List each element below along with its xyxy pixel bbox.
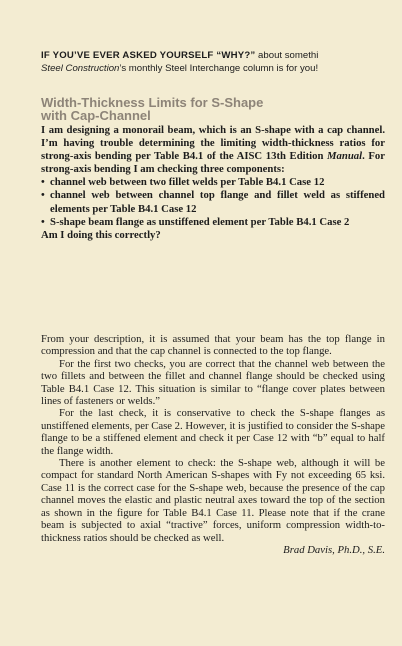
intro-line2-rest: ’s monthly Steel Interchange column is for you!	[119, 63, 319, 74]
answer-body	[41, 333, 385, 556]
column-intro	[41, 49, 402, 75]
question-title	[41, 96, 341, 122]
answer-paragraph-2: For the first two checks, you are correct that the channel web between the two fillets and between the fillet and channel flange should be checked using Table B4.1 Case 12. This situation is similar to “flange cover plates between lines of fasteners or welds.”	[41, 357, 385, 408]
intro-rest: about somethi	[255, 50, 319, 61]
list-item: • S-shape beam flange as unstiffened element per Table B4.1 Case 2	[41, 216, 385, 229]
question-title-line1: Width-Thickness Limits for S-Shape	[41, 95, 264, 110]
answer-paragraph-1: From your description, it is assumed that your beam has the top flange in compression and that the cap channel is connected to the top flange.	[41, 333, 385, 358]
list-item: • channel web between two fillet welds per Table B4.1 Case 12	[41, 176, 385, 189]
publication-name: Steel Construction	[41, 63, 120, 74]
question-title-line2: with Cap-Channel	[41, 108, 151, 123]
component-list	[41, 176, 385, 228]
question-text-a: I am designing a monorail beam, which is an S-shape with a cap channel. I’m having trouble determining the limiting width-thickness ratios for strong-axis bending per Table B4.1 of the AISC 13th Edition	[41, 124, 385, 163]
next-column-edge	[396, 0, 402, 646]
question-paragraph	[41, 124, 385, 176]
answer-paragraph-4: There is another element to check: the S-shape web, although it will be compact for standard North American S-shapes with Fy not exceeding 65 ksi. Case 11 is the correct case for the S-shape web, because the presence of the cap channel moves the elastic and plastic neutral axes toward the top of the section as shown in the figure for Table B4.1 Case 11. Please note that if the crane beam is subjected to axial “tractive” forces, uniform compression width-to-thickness ratios should be checked as well.	[41, 457, 385, 544]
question-body	[41, 124, 385, 242]
author-signature: Brad Davis, Ph.D., S.E.	[283, 543, 385, 556]
list-item: • channel web between channel top flange and fillet weld as stiffened elements per Table B4.1 Case 12	[41, 189, 385, 215]
intro-lead: IF YOU’VE EVER ASKED YOURSELF “WHY?”	[41, 50, 256, 61]
manual-italic: Manual	[327, 150, 363, 163]
question-closing: Am I doing this correctly?	[41, 228, 161, 241]
question-text-b: . For strong-axis bending I am checking three components:	[41, 150, 385, 176]
answer-paragraph-3: For the last check, it is conservative to check the S-shape flanges as unstiffened elements, per Case 2. However, it is justified to consider the S-shape flange to be a stiffened element and check it per Case 12 with “b” equal to half the flange width.	[41, 407, 385, 457]
